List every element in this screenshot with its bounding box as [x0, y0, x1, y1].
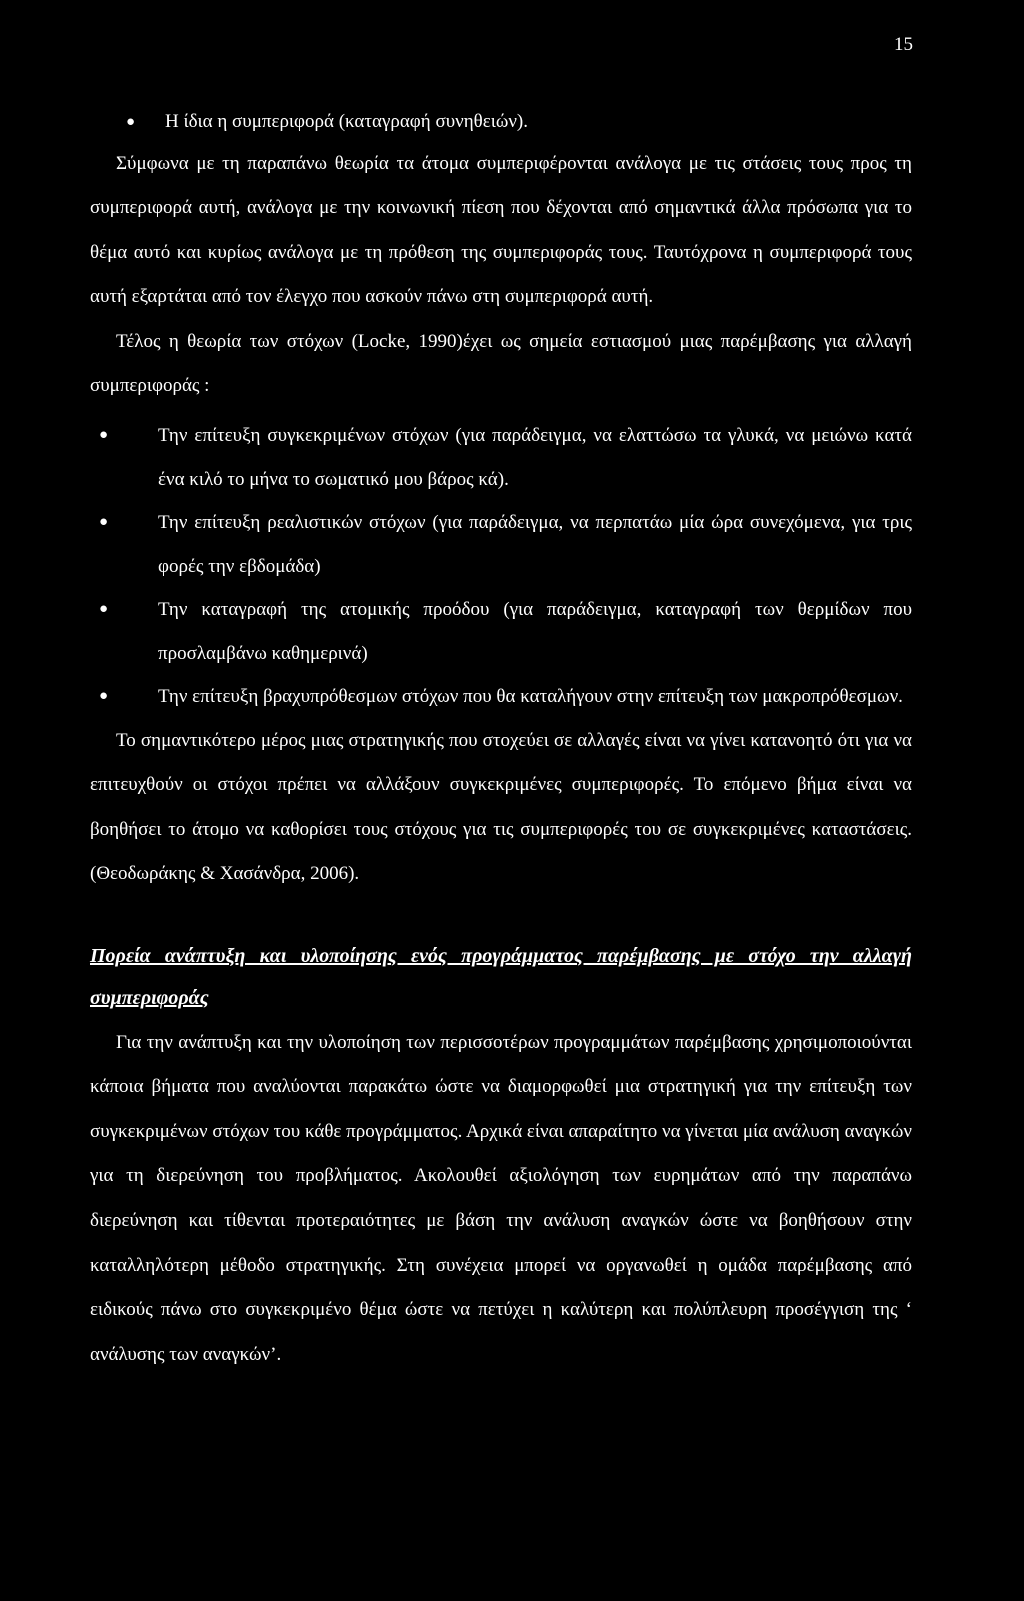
bullet-icon: ● [99, 688, 109, 705]
bullet-icon: ● [99, 514, 109, 531]
list-item [90, 675, 912, 719]
list-item-text: Την επίτευξη συγκεκριμένων στόχων (για παράδειγμα, να ελαττώσω τα γλυκά, να μειώνω κατά ένα κιλό το μήνα το σωματικό μου βάρος κά). [158, 425, 912, 490]
section-heading: Πορεία ανάπτυξη και υλοποίησης ενός προγράμματος παρέμβασης με στόχο την αλλαγή συμπεριφοράς [90, 944, 912, 1009]
paragraph-theory: Σύμφωνα με τη παραπάνω θεωρία τα άτομα συμπεριφέρονται ανάλογα με τις στάσεις τους προς τη συμπεριφορά αυτή, ανάλογα με την κοινωνική πίεση που δέχονται από σημαντικά άλλα πρόσωπα για το θέμα αυτό και κυρίως ανάλογα με τη πρόθεση της συμπεριφοράς τους. Ταυτόχρονα η συμπεριφορά τους αυτή εξαρτάται από τον έλεγχο που ασκούν πάνω στη συμπεριφορά αυτή. [90, 153, 912, 308]
bullet-icon: ● [126, 114, 136, 130]
paragraph-goals-theory: Τέλος η θεωρία των στόχων (Locke, 1990)έχει ως σημεία εστιασμού μιας παρέμβασης για αλλαγή συμπεριφοράς : [90, 330, 912, 397]
list-item-text: Η ίδια η συμπεριφορά (καταγραφή συνηθειών). [165, 111, 528, 132]
page-number: 15 [894, 34, 913, 55]
list-item-top [90, 102, 912, 142]
list-item-text: Την καταγραφή της ατομικής προόδου (για παράδειγμα, καταγραφή των θερμίδων που προσλαμβάνω καθημερινά) [158, 599, 912, 664]
list-item-text: Την επίτευξη βραχυπρόθεσμων στόχων που θα καταλήγουν στην επίτευξη των μακροπρόθεσμων. [158, 686, 903, 708]
document-body [90, 102, 912, 1377]
list-item [90, 414, 912, 501]
list-item-text: Την επίτευξη ρεαλιστικών στόχων (για παράδειγμα, να περπατάω μία ώρα συνεχόμενα, για τρις φορές την εβδομάδα) [158, 512, 912, 577]
bullet-icon: ● [99, 427, 109, 444]
goals-list [90, 414, 912, 719]
list-item [90, 588, 912, 675]
paragraph-strategy: Το σημαντικότερο μέρος μιας στρατηγικής που στοχεύει σε αλλαγές είναι να γίνει κατανοητό ότι για να επιτευχθούν οι στόχοι πρέπει να αλλάξουν συγκεκριμένες συμπεριφορές. Το επόμενο βήμα είναι να βοηθήσει το άτομο να καθορίσει τους στόχους για τις συμπεριφορές του σε συγκεκριμένες καταστάσεις. (Θεοδωράκης & Χασάνδρα, 2006). [90, 729, 912, 885]
list-item [90, 501, 912, 588]
paragraph-program-steps: Για την ανάπτυξη και την υλοποίηση των περισσοτέρων προγραμμάτων παρέμβασης χρησιμοποιούνται κάποια βήματα που αναλύονται παρακάτω ώστε να διαμορφωθεί μια στρατηγική για την επίτευξη των συγκεκριμένων στόχων του κάθε προγράμματος. Αρχικά είναι απαραίτητο να γίνεται μία ανάλυση αναγκών για τη διερεύνηση του προβλήματος. Ακολουθεί αξιολόγηση των ευρημάτων από την παραπάνω διερεύνηση και τίθενται προτεραιότητες με βάση την ανάλυση αναγκών ώστε να βοηθήσουν στην καταλληλότερη μέθοδο στρατηγικής. Στη συνέχεια μπορεί να οργανωθεί η ομάδα παρέμβασης από ειδικούς πάνω στο συγκεκριμένο θέμα ώστε να πετύχει η καλύτερη και πολύπλευρη προσέγγιση της ‘ ανάλυσης των αναγκών’. [90, 1031, 912, 1365]
bullet-icon: ● [99, 601, 109, 618]
